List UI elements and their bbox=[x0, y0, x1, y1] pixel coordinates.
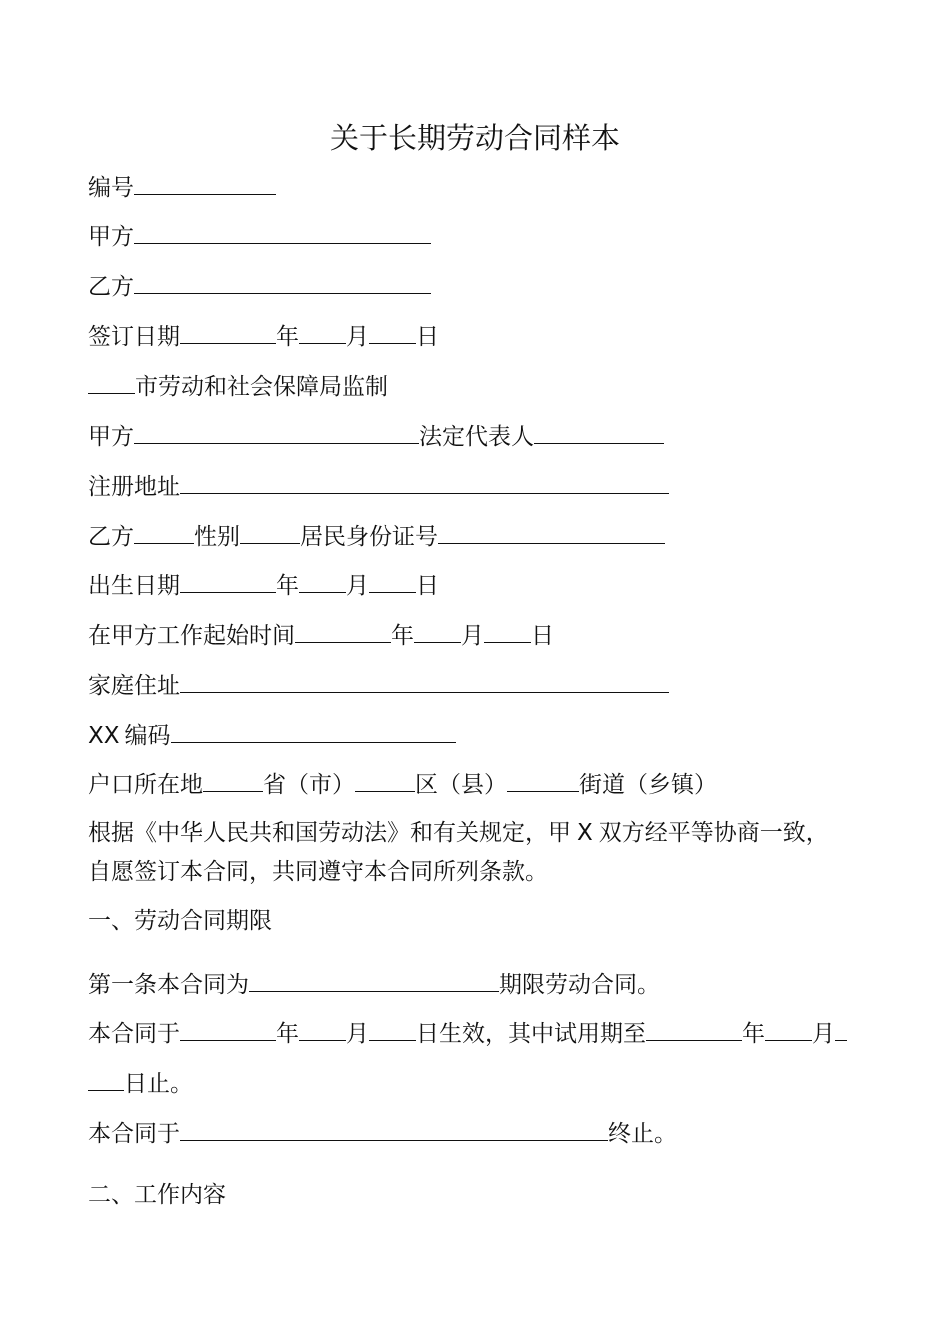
end-text: 日止。 bbox=[124, 1071, 193, 1097]
blank bbox=[134, 419, 419, 444]
serial-number-line bbox=[88, 170, 276, 204]
serial-number-blank bbox=[134, 170, 276, 195]
month-label: 月 bbox=[346, 573, 369, 599]
party-a-blank bbox=[134, 219, 431, 244]
city-blank bbox=[88, 369, 135, 394]
day-label: 日 bbox=[416, 573, 439, 599]
registered-address-line bbox=[88, 469, 669, 503]
gender-label: 性别 bbox=[194, 524, 240, 550]
blank bbox=[369, 568, 416, 593]
street-label: 街道（乡镇） bbox=[579, 772, 717, 798]
blank bbox=[299, 1016, 346, 1041]
year-label: 年 bbox=[391, 623, 414, 649]
party-a-label: 甲方 bbox=[88, 224, 134, 250]
section-heading-term bbox=[88, 905, 272, 937]
blank bbox=[203, 767, 263, 792]
blank bbox=[646, 1016, 742, 1041]
termination-label: 本合同于 bbox=[88, 1121, 180, 1147]
blank bbox=[438, 519, 665, 544]
month-label: 月 bbox=[461, 623, 484, 649]
signing-date-label: 签订日期 bbox=[88, 324, 180, 350]
section-title: 二、工作内容 bbox=[88, 1182, 226, 1208]
effective-label: 本合同于 bbox=[88, 1021, 180, 1047]
blank bbox=[88, 1066, 124, 1091]
section-title: 一、劳动合同期限 bbox=[88, 908, 272, 934]
birth-date-label: 出生日期 bbox=[88, 573, 180, 599]
year-label: 年 bbox=[276, 1021, 299, 1047]
preamble-line-1 bbox=[88, 817, 829, 849]
party-a-line bbox=[88, 219, 431, 253]
blank bbox=[249, 967, 499, 992]
party-b-label: 乙方 bbox=[88, 274, 134, 300]
year-label: 年 bbox=[742, 1021, 765, 1047]
effective-date-line bbox=[88, 1016, 847, 1050]
x-text: X bbox=[577, 820, 593, 846]
party-a-label: 甲方 bbox=[88, 424, 134, 450]
blank bbox=[180, 1016, 276, 1041]
registered-address-label: 注册地址 bbox=[88, 474, 180, 500]
blank bbox=[534, 419, 664, 444]
month-label: 月 bbox=[346, 324, 369, 350]
blank bbox=[765, 1016, 812, 1041]
year-label: 年 bbox=[276, 324, 299, 350]
id-number-label: 居民身份证号 bbox=[300, 524, 438, 550]
blank bbox=[134, 519, 194, 544]
preamble-text: 自愿签订本合同，共同遵守本合同所列条款。 bbox=[88, 859, 548, 885]
month-label: 月 bbox=[346, 1021, 369, 1047]
blank bbox=[369, 319, 416, 344]
party-b-line bbox=[88, 269, 431, 303]
blank bbox=[240, 519, 300, 544]
month-label: 月 bbox=[812, 1021, 835, 1047]
probation-text: 日生效，其中试用期至 bbox=[416, 1021, 646, 1047]
blank bbox=[414, 618, 461, 643]
party-b-label: 乙方 bbox=[88, 524, 134, 550]
household-registration-line bbox=[88, 767, 717, 801]
preamble-line-2 bbox=[88, 856, 548, 888]
party-b-details-line bbox=[88, 519, 665, 553]
blank bbox=[295, 618, 391, 643]
province-label: 省（市） bbox=[263, 772, 355, 798]
day-label: 日 bbox=[531, 623, 554, 649]
household-registration-label: 户口所在地 bbox=[88, 772, 203, 798]
blank bbox=[355, 767, 415, 792]
blank bbox=[180, 668, 669, 693]
blank bbox=[369, 1016, 416, 1041]
blank bbox=[180, 469, 669, 494]
preamble-text: 双方经平等协商一致， bbox=[598, 820, 829, 846]
blank bbox=[299, 568, 346, 593]
blank bbox=[180, 319, 276, 344]
party-b-blank bbox=[134, 269, 431, 294]
postal-code-line bbox=[88, 718, 456, 752]
year-label: 年 bbox=[276, 573, 299, 599]
termination-text: 终止。 bbox=[608, 1121, 677, 1147]
document-title: 关于长期劳动合同样本 bbox=[329, 121, 620, 155]
home-address-line bbox=[88, 668, 669, 702]
blank bbox=[180, 568, 276, 593]
article-text: 第一条本合同为 bbox=[88, 972, 249, 998]
supervision-line bbox=[88, 369, 388, 403]
end-date-line bbox=[88, 1066, 193, 1100]
blank bbox=[299, 319, 346, 344]
blank bbox=[507, 767, 579, 792]
home-address-label: 家庭住址 bbox=[88, 673, 180, 699]
xx-text: XX bbox=[88, 723, 120, 749]
blank bbox=[835, 1016, 847, 1041]
legal-representative-label: 法定代表人 bbox=[419, 424, 534, 450]
code-label: 编码 bbox=[124, 723, 171, 749]
blank bbox=[180, 1116, 608, 1141]
signing-date-line bbox=[88, 319, 439, 353]
blank bbox=[484, 618, 531, 643]
supervision-text: 市劳动和社会保障局监制 bbox=[135, 374, 388, 400]
start-time-line bbox=[88, 618, 554, 652]
start-time-label: 在甲方工作起始时间 bbox=[88, 623, 295, 649]
preamble-text: 根据《中华人民共和国劳动法》和有关规定，甲 bbox=[88, 820, 571, 846]
birth-date-line bbox=[88, 568, 439, 602]
article-1-line bbox=[88, 967, 660, 1001]
blank bbox=[171, 718, 456, 743]
day-label: 日 bbox=[416, 324, 439, 350]
district-label: 区（县） bbox=[415, 772, 507, 798]
party-a-representative-line bbox=[88, 419, 664, 453]
termination-line bbox=[88, 1116, 677, 1150]
article-text: 期限劳动合同。 bbox=[499, 972, 660, 998]
section-heading-work bbox=[88, 1179, 226, 1211]
serial-number-label: 编号 bbox=[88, 175, 134, 201]
